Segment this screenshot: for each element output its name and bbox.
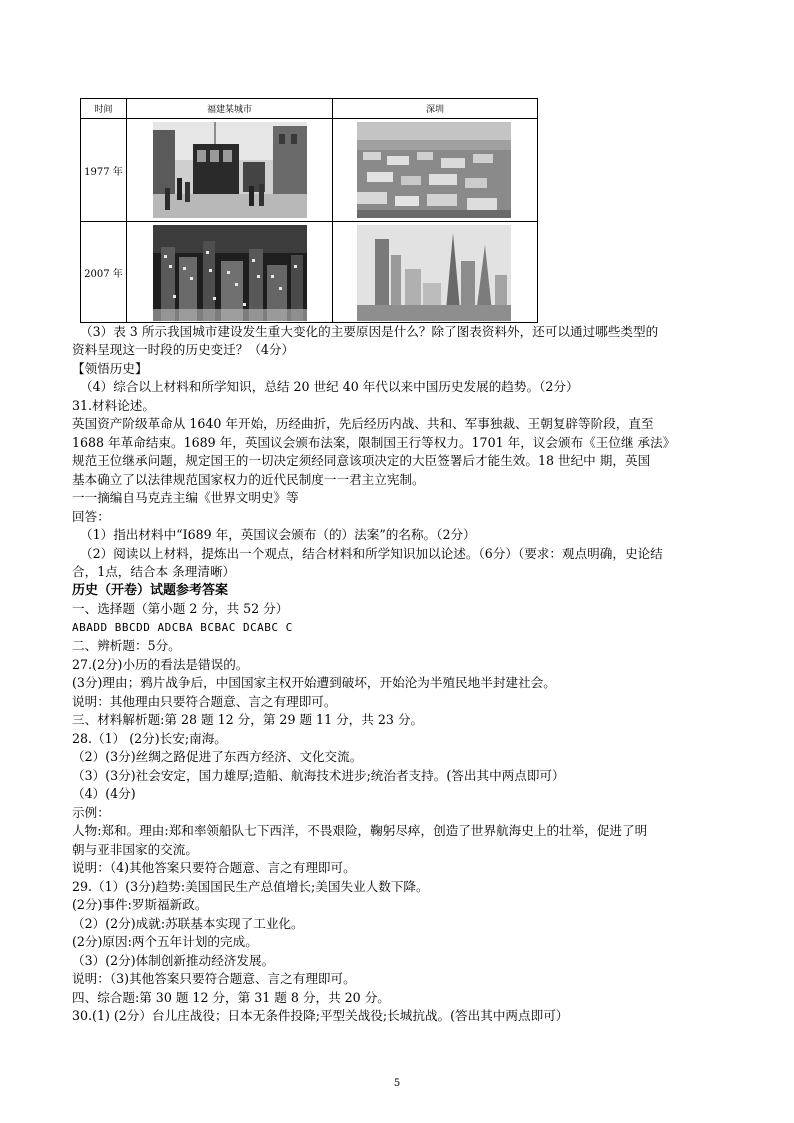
photo-cell-shenzhen-2007 [333, 222, 538, 323]
header-fujian-city: 福建某城市 [127, 99, 333, 119]
answer-label: 回答： [72, 509, 110, 524]
table-row-2007 [81, 222, 538, 323]
example-label: 示例： [72, 805, 110, 820]
q3-line-1: （3）表 3 所示我国城市建设发生重大变化的主要原因是什么？除了图表资料外，还可以通过哪些类型的 [80, 324, 659, 339]
photo-cell-fujian-2007 [127, 222, 333, 323]
ans-29-1: 29.（1）(3分)趋势:美国国民生产总值增长;美国失业人数下降。 [72, 879, 429, 894]
material-line-3: 规范王位继承问题，规定国王的一切决定须经同意该项决定的大臣签署后才能生效。18 世纪中 期，英国 [72, 453, 651, 468]
material-source: 一一摘编自马克垚主编《世界文明史》等 [72, 490, 299, 505]
example-line-1: 人物:郑和。理由:郑和率领船队七下西洋，不畏艰险，鞠躬尽瘁，创造了世界航海史上的壮举，促进了明 [72, 823, 648, 838]
ans-28-note: 说明：（4)其他答案只要符合题意、言之有理即可。 [72, 860, 356, 875]
section-3-heading: 三、材料解析题:第 28 题 12 分，第 29 题 11 分，共 23 分。 [72, 712, 424, 727]
ans-29-2: （2）(2分)成就:苏联基本实现了工业化。 [72, 916, 304, 931]
q31-2-line-1: （2）阅读以上材料，提炼出一个观点，结合材料和所学知识加以论述。（6分）（要求：观点明确，史论结 [80, 546, 663, 561]
section-2-heading: 二、辨析题：5分。 [72, 638, 181, 653]
ans-29-3: （3）(2分)体制创新推动经济发展。 [72, 953, 275, 968]
section-heading-lingwu: 【领悟历史】 [72, 361, 148, 376]
ans-27-note: 说明：其他理由只要符合题意、言之有理即可。 [72, 694, 337, 709]
page-number: 5 [393, 1078, 401, 1089]
header-shenzhen: 深圳 [333, 99, 538, 119]
q3-line-2: 资料呈现这一时段的历史变迁？（4分） [72, 342, 295, 357]
ans-28-1: 28.（1） (2分)长安;南海。 [72, 731, 227, 746]
ans-27-1: 27.(2分)小历的看法是错误的。 [72, 657, 249, 672]
q31-1: （1）指出材料中“I689 年，英国议会颁布（的）法案”的名称。（2分） [80, 527, 476, 542]
header-time: 时间 [81, 99, 127, 119]
time-1977: 1977 年 [81, 119, 127, 222]
ans-28-2: （2）(3分)丝绸之路促进了东西方经济、文化交流。 [72, 749, 363, 764]
material-line-2: 1688 年革命结束。1689 年，英国议会颁布法案，限制国王行等权力。1701 年，议会颁布《王位继 承法》 [72, 435, 676, 450]
photo-fujian-1977-street [153, 122, 307, 218]
example-line-2: 朝与亚非国家的交流。 [72, 842, 198, 857]
ans-27-2: (3分)理由；鸦片战争后，中国国家主权开始遭到破坏，开始沦为半殖民地半封建社会。 [72, 675, 556, 690]
ans-29-note: 说明：（3)其他答案只要符合题意、言之有理即可。 [72, 971, 356, 986]
ans-28-3: （3）(3分)社会安定，国力雄厚;造船、航海技术进步;统治者支持。(答出其中两点即可） [72, 768, 565, 783]
ans-28-4: （4）(4分) [72, 786, 136, 801]
answer-key-title: 历史（开卷）试题参考答案 [72, 583, 229, 598]
section-1-heading: 一、选择题（第小题 2 分，共 52 分） [72, 601, 289, 616]
ans-29-2b: (2分)原因:两个五年计划的完成。 [72, 934, 258, 949]
photo-shenzhen-2007-skyline [357, 225, 511, 321]
photo-fujian-2007-night [153, 225, 307, 321]
ans-29-1b: (2分)事件:罗斯福新政。 [72, 897, 208, 912]
photo-cell-fujian-1977 [127, 119, 333, 222]
q31-title: 31.材料论述。 [72, 398, 155, 413]
time-2007: 2007 年 [81, 222, 127, 323]
photo-shenzhen-1977-aerial [357, 122, 511, 218]
table-3-city-comparison [80, 98, 538, 323]
choice-answers: ABADD BBCDD ADCBA BCBAC DCABC C [72, 621, 293, 634]
material-line-1: 英国资产阶级革命从 1640 年开始，历经曲折，先后经历内战、共和、军事独裁、王朝复辟等阶段，直至 [72, 416, 654, 431]
table-header-row [81, 99, 538, 119]
material-line-4: 基本确立了以法律规范国家权力的近代民制度一一君主立宪制。 [72, 472, 425, 487]
q4-line: （4）综合以上材料和所学知识，总结 20 世纪 40 年代以来中国历史发展的趋势。（2分） [80, 379, 579, 394]
ans-30-1: 30.(1) (2分）台儿庄战役；日本无条件投降;平型关战役;长城抗战。(答出其中两点即可） [72, 1008, 569, 1023]
section-4-heading: 四、综合题:第 30 题 12 分，第 31 题 8 分，共 20 分。 [72, 990, 390, 1005]
photo-cell-shenzhen-1977 [333, 119, 538, 222]
table-row-1977 [81, 119, 538, 222]
q31-2-line-2: 合，1点，结合本 条理清晰） [72, 564, 236, 579]
